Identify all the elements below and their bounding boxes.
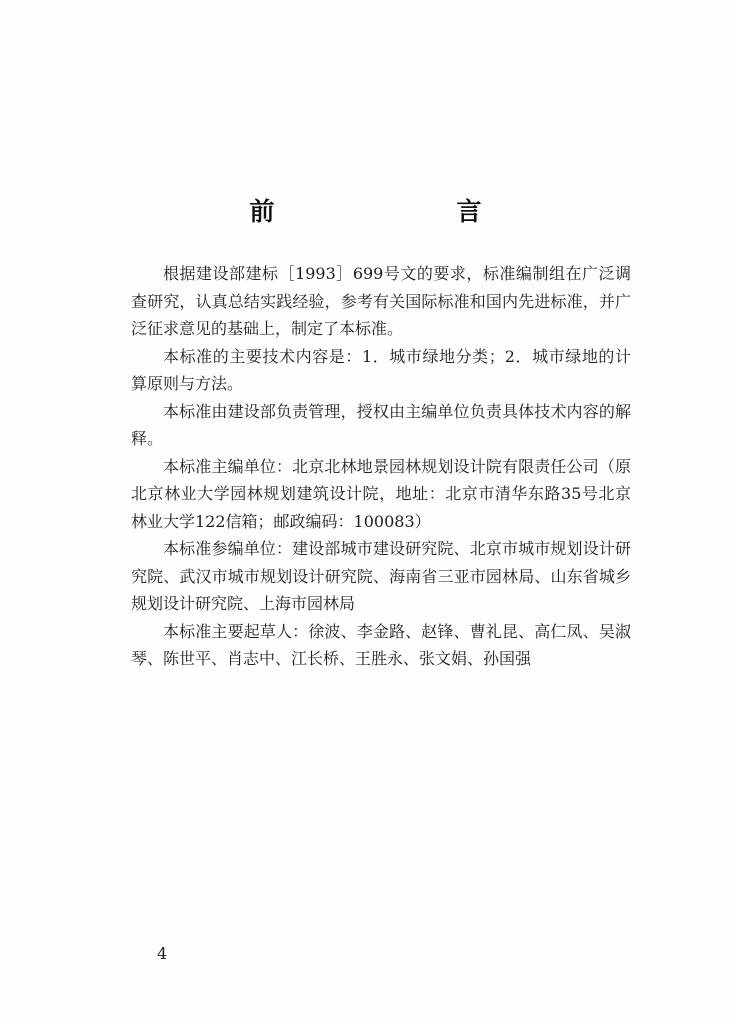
paragraph-drafters: 本标准主要起草人：徐波、李金路、赵锋、曹礼昆、高仁凤、吴淑琴、陈世平、肖志中、江长桥、王胜永、张文娟、孙国强 (131, 621, 631, 668)
paragraph-main-content: 本标准的主要技术内容是：1．城市绿地分类；2．城市绿地的计算原则与方法。 (131, 346, 631, 393)
page-number: 4 (157, 944, 168, 963)
paragraph-chief-editor: 本标准主编单位：北京北林地景园林规划设计院有限责任公司（原北京林业大学园林规划建筑设计院，地址：北京市清华东路35号北京林业大学122信箱；邮政编码：100083） (131, 456, 631, 531)
paragraph-background: 根据建设部建标［1993］699号文的要求，标准编制组在广泛调查研究，认真总结实践经验，参考有关国际标准和国内先进标准，并广泛征求意见的基础上，制定了本标准。 (131, 264, 631, 338)
paragraph-participating-units: 本标准参编单位：建设部城市建设研究院、北京市城市规划设计研究院、武汉市城市规划设计研究院、海南省三亚市园林局、山东省城乡规划设计研究院、上海市园林局 (131, 539, 631, 613)
preface-body (131, 260, 631, 673)
paragraph-management: 本标准由建设部负责管理，授权由主编单位负责具体技术内容的解释。 (131, 401, 631, 448)
page-title: 前 言 (249, 197, 526, 226)
